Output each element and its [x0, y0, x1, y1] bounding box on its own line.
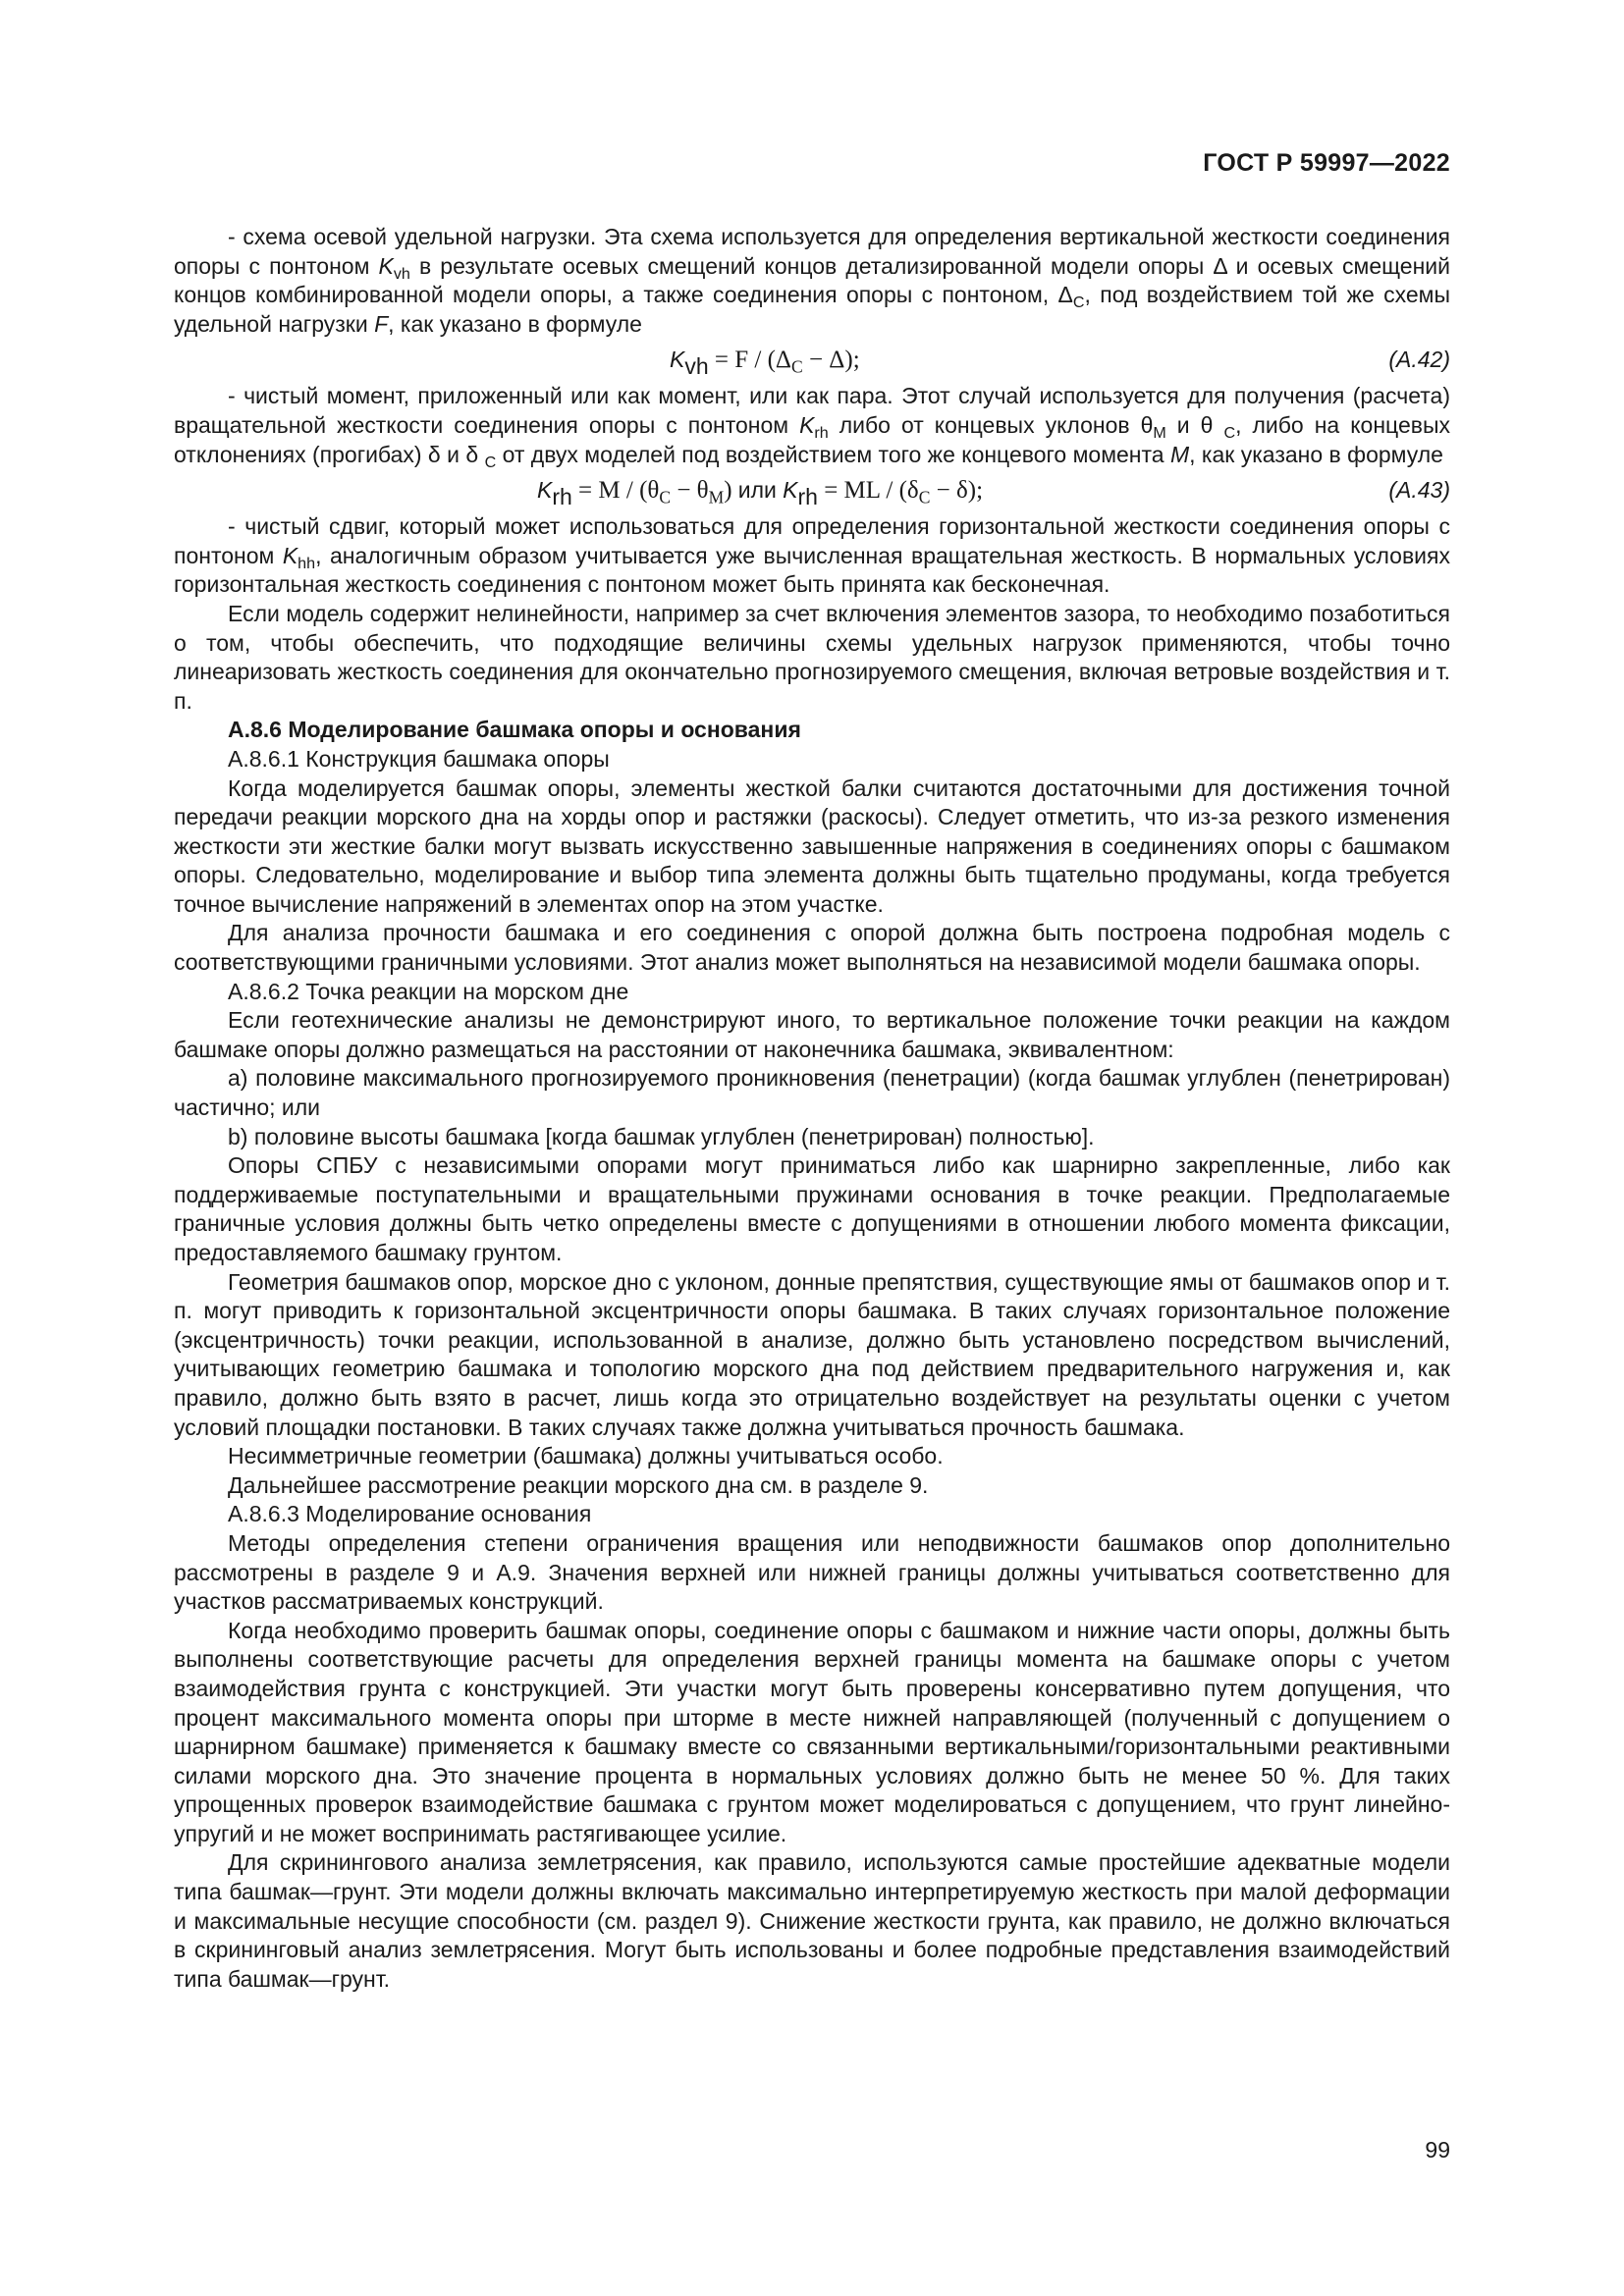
formula-number: (А.42) [1388, 347, 1450, 373]
page-number: 99 [1425, 2137, 1450, 2163]
formula-number: (А.43) [1388, 477, 1450, 504]
subsection-heading-a862: А.8.6.2 Точка реакции на морском дне [228, 978, 629, 1004]
standard-header: ГОСТ Р 59997—2022 [1203, 149, 1450, 177]
paragraph-body: Для скринингового анализа землетрясения, как правило, используются самые простейшие адекватные модели типа башмак—грунт. Эти модели должны включать максимально интерпретируемую жесткость при малой деформации и максимальные несущие способности (см. раздел 9). Снижение жесткости грунта, как правило, не должно включаться в скрининговый анализ землетрясения. Могут быть использованы и более подробные представления взаимодействий типа башмак—грунт. [174, 1849, 1450, 1992]
formula-a42: $K_{vh} = F / (\Delta_C - \Delta)$; (А.42) [174, 342, 1450, 378]
paragraph-axial-load: - схема осевой удельной нагрузки. Эта схема используется для определения вертикальной жесткости соединения опоры с понтоном $K_{vh}$ в результате осевых смещений концов детализированной модели опоры Δ и осевых смещений концов комбинированной модели опоры, а также соединения опоры с понтоном, $\Delta_C$, под воздействием той же схемы удельной нагрузки F, как указано в формуле [174, 224, 1450, 337]
paragraph-body: Дальнейшее рассмотрение реакции морского дна см. в разделе 9. [228, 1471, 929, 1498]
section-heading-a86: А.8.6 Моделирование башмака опоры и основания [228, 717, 801, 743]
formula-a43: $K_{rh} = M / (\theta_C - \theta_M)$ или $K_{rh}$ = ML / $(\delta_C - \delta)$; (А.43) [174, 472, 1450, 508]
paragraph-body: Методы определения степени ограничения вращения или неподвижности башмаков опор дополнительно рассмотрены в разделе 9 и А.9. Значения верхней или нижней границы должны учитываться соответственно для участков рассматриваемых конструкций. [174, 1529, 1450, 1615]
paragraph-nonlinearity: Если модель содержит нелинейности, например за счет включения элементов зазора, то необходимо позаботиться о том, чтобы обеспечить, что подходящие величины схемы удельных нагрузок применяются, чтобы точно линеаризовать жесткость соединения для окончательно прогнозируемого смещения, включая ветровые воздействия и т. п. [174, 600, 1450, 714]
subsection-heading-a863: А.8.6.3 Моделирование основания [228, 1501, 592, 1527]
subsection-heading-a861: А.8.6.1 Конструкция башмака опоры [228, 745, 610, 772]
paragraph-body: Для анализа прочности башмака и его соединения с опорой должна быть построена подробная модель с соответствующими граничными условиями. Этот анализ может выполняться на независимой модели башмака опоры. [174, 920, 1450, 976]
page-body [174, 223, 1450, 1994]
paragraph-body: Несимметричные геометрии (башмака) должны учитываться особо. [228, 1443, 944, 1469]
list-item-b: b) половине высоты башмака [когда башмак углублен (пенетрирован) полностью]. [228, 1123, 1095, 1149]
paragraph-pure-shear: - чистый сдвиг, который может использоваться для определения горизонтальной жесткости соединения опоры с понтоном $K_{hh}$, аналогичным образом учитывается уже вычисленная вращательная жесткость. В нормальных условиях горизонтальная жесткость соединения с понтоном может быть принята как бесконечная. [174, 513, 1450, 598]
paragraph-body: Опоры СПБУ с независимыми опорами могут приниматься либо как шарнирно закрепленные, либо как поддерживаемые поступательными и вращательными пружинами основания в точке реакции. Предполагаемые граничные условия должны быть четко определены вместе с допущениями в отношении любого момента фиксации, предоставляемого башмаку грунтом. [174, 1152, 1450, 1265]
paragraph-body: Геометрия башмаков опор, морское дно с уклоном, донные препятствия, существующие ямы от башмаков опор и т. п. могут приводить к горизонтальной эксцентричности опоры башмака. В таких случаях горизонтальное положение (эксцентричность) точки реакции, использованной в анализе, должно быть установлено посредством вычислений, учитывающих геометрию башмака и топологию морского дна под действием предварительного нагружения и, как правило, должно быть взято в расчет, лишь когда это отрицательно воздействует на результаты оценки с учетом условий площадки постановки. В таких случаях также должна учитываться прочность башмака. [174, 1268, 1450, 1440]
paragraph-body: Если геотехнические анализы не демонстрируют иного, то вертикальное положение точки реакции на каждом башмаке опоры должно размещаться на расстоянии от наконечника башмака, эквивалентном: [174, 1007, 1450, 1062]
paragraph-pure-moment: - чистый момент, приложенный или как момент, или как пара. Этот случай используется для получения (расчета) вращательной жесткости соединения опоры с понтоном $K_{rh}$ либо от концевых уклонов $\theta_M$ и θ $_C$, либо на концевых отклонениях (прогибах) δ и δ $_C$ от двух моделей под воздействием того же концевого момента M, как указано в формуле [174, 383, 1450, 471]
paragraph-body: Когда необходимо проверить башмак опоры, соединение опоры с башмаком и нижние части опоры, должны быть выполнены соответствующие расчеты для определения верхней границы момента на башмаке опоры с учетом взаимодействия грунта с конструкцией. Эти участки могут быть проверены консервативно путем допущения, что процент максимального момента опоры при шторме в месте нижней направляющей (полученный с допущением о шарнирном башмаке) применяется к башмаку вместе со связанными вертикальными/горизонтальными реактивными силами морского дна. Это значение процента в нормальных условиях должно быть не менее 50 %. Для таких упрощенных проверок взаимодействие башмака с грунтом может моделироваться с допущением, что грунт линейно-упругий и не может воспринимать растягивающее усилие. [174, 1617, 1450, 1846]
paragraph-body: Когда моделируется башмак опоры, элементы жесткой балки считаются достаточными для достижения точной передачи реакции морского дна на хорды опор и растяжки (раскосы). Следует отметить, что из-за резкого изменения жесткости эти жесткие балки могут вызвать искусственно завышенные напряжения в соединениях опоры с башмаком опоры. Следовательно, моделирование и выбор типа элемента должны быть тщательно продуманы, когда требуется точное вычисление напряжений в элементах опор на этом участке. [174, 774, 1450, 917]
list-item-a: а) половине максимального прогнозируемого проникновения (пенетрации) (когда башмак углублен (пенетрирован) частично; или [174, 1065, 1450, 1121]
